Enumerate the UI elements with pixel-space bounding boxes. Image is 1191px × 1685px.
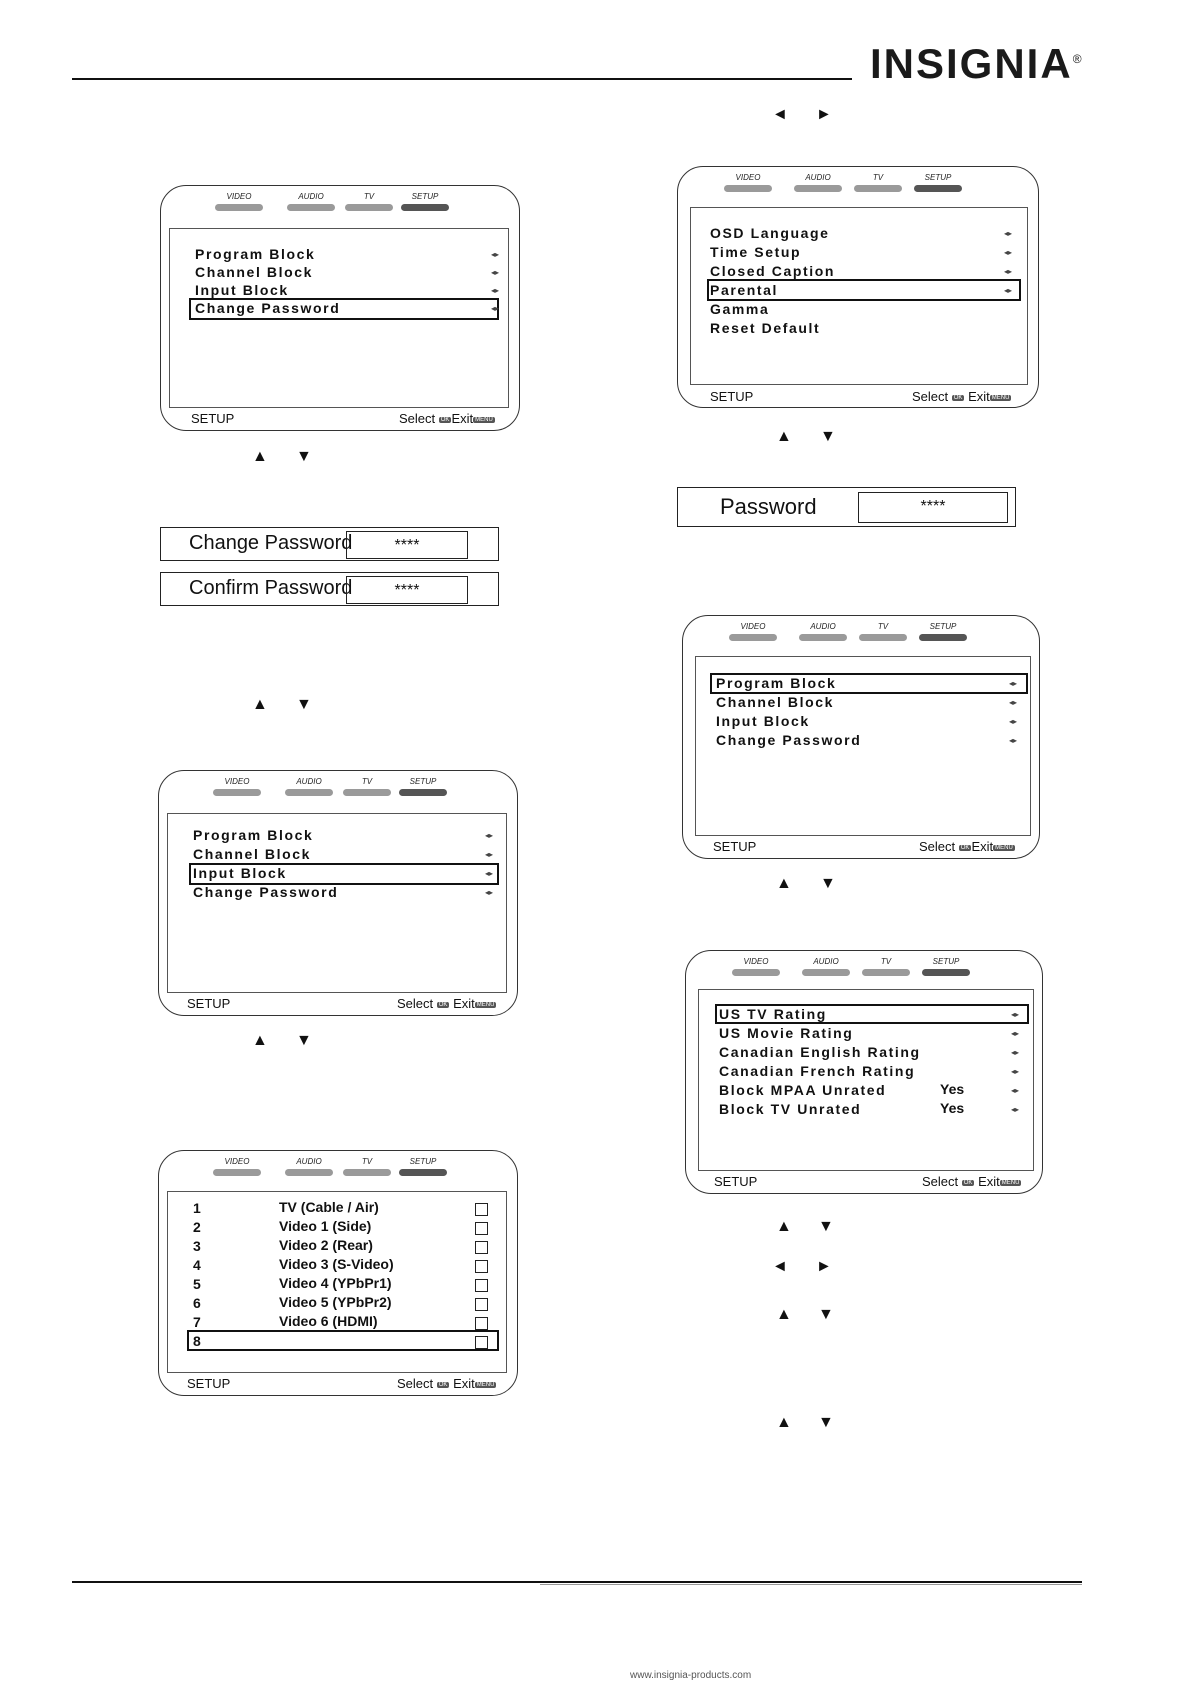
left-right-arrow-icon: ◂▸: [1011, 1086, 1020, 1095]
osd-screen-program-block: [682, 615, 1040, 859]
tab-video[interactable]: VIDEO: [718, 173, 778, 192]
left-right-arrow-icon: ◂▸: [1011, 1010, 1020, 1019]
up-arrow-icon: ▲: [776, 1218, 792, 1235]
down-arrow-icon: ▼: [820, 875, 836, 892]
up-arrow-icon: ▲: [252, 1032, 268, 1049]
input-number: 6: [193, 1295, 201, 1311]
selection-highlight: [189, 863, 499, 885]
osd-footer-hints: Select OK Exit MENU: [397, 1376, 495, 1391]
input-number: 3: [193, 1238, 201, 1254]
osd-tab-bar: [161, 192, 519, 222]
menu-item-change-password[interactable]: Change Password: [195, 300, 341, 316]
tab-video[interactable]: VIDEO: [209, 192, 269, 211]
footer-rule-secondary: [540, 1584, 1082, 1585]
osd-footer-hints: Select OK Exit MENU: [397, 996, 495, 1011]
mpaa-unrated-value: Yes: [940, 1081, 965, 1097]
menu-item-channel-block[interactable]: Channel Block: [716, 694, 835, 710]
block-checkbox[interactable]: [475, 1260, 488, 1273]
menu-item-reset-default[interactable]: Reset Default: [710, 320, 821, 336]
block-checkbox[interactable]: [475, 1317, 488, 1330]
confirm-password-label: Confirm Password: [189, 577, 353, 599]
menu-item-input-block[interactable]: Input Block: [193, 865, 287, 881]
left-right-arrow-icon: ◂▸: [1011, 1105, 1020, 1114]
menu-item-input-block[interactable]: Input Block: [195, 282, 289, 298]
left-right-arrow-icon: ◂▸: [491, 250, 500, 259]
up-arrow-icon: ▲: [776, 875, 792, 892]
block-checkbox[interactable]: [475, 1222, 488, 1235]
osd-tab-bar: [159, 777, 517, 807]
menu-item-closed-caption[interactable]: Closed Caption: [710, 263, 836, 279]
tab-tv[interactable]: TV: [337, 1157, 397, 1176]
input-source: TV (Cable / Air): [279, 1199, 379, 1215]
left-right-arrow-icon: ◂▸: [1011, 1048, 1020, 1057]
osd-footer-hints: Select OK Exit MENU: [919, 839, 1013, 854]
left-right-arrow-icon: ◂▸: [1011, 1067, 1020, 1076]
tab-tv[interactable]: TV: [339, 192, 399, 211]
down-arrow-icon: ▼: [296, 696, 312, 713]
osd-screen-rating: [685, 950, 1043, 1194]
tab-setup[interactable]: SETUP: [393, 777, 453, 796]
menu-item-osd-language[interactable]: OSD Language: [710, 225, 830, 241]
osd-footer-hints: Select OK Exit MENU: [399, 411, 493, 426]
input-source: Video 3 (S-Video): [279, 1256, 394, 1272]
down-arrow-icon: ▼: [818, 1218, 834, 1235]
osd-footer-hints: Select OK Exit MENU: [912, 389, 1010, 404]
menu-item-gamma[interactable]: Gamma: [710, 301, 770, 317]
selection-highlight: [189, 298, 499, 320]
left-right-arrow-icon: ◂▸: [1004, 286, 1013, 295]
left-right-arrow-icon: ◂▸: [1004, 248, 1013, 257]
block-checkbox[interactable]: [475, 1298, 488, 1311]
up-arrow-icon: ▲: [776, 428, 792, 445]
input-number: 1: [193, 1200, 201, 1216]
osd-screen-change-password: [160, 185, 520, 431]
left-right-arrow-icon: ◂▸: [1004, 267, 1013, 276]
menu-item-us-movie-rating[interactable]: US Movie Rating: [719, 1025, 854, 1041]
osd-tab-bar: [686, 957, 1042, 987]
input-source: Video 1 (Side): [279, 1218, 372, 1234]
menu-item-canadian-french-rating[interactable]: Canadian French Rating: [719, 1063, 916, 1079]
down-arrow-icon: ▼: [296, 448, 312, 465]
tv-unrated-value: Yes: [940, 1100, 965, 1116]
tab-audio[interactable]: AUDIO: [788, 173, 848, 192]
tab-video[interactable]: VIDEO: [726, 957, 786, 976]
menu-item-time-setup[interactable]: Time Setup: [710, 244, 802, 260]
menu-item-change-password[interactable]: Change Password: [716, 732, 862, 748]
tab-audio[interactable]: AUDIO: [279, 777, 339, 796]
tab-setup[interactable]: SETUP: [916, 957, 976, 976]
change-password-dialog: [160, 527, 499, 561]
osd-footer-setup: SETUP: [191, 411, 235, 426]
osd-tab-bar: [678, 173, 1038, 203]
down-arrow-icon: ▼: [820, 428, 836, 445]
tab-tv[interactable]: TV: [856, 957, 916, 976]
menu-item-canadian-english-rating[interactable]: Canadian English Rating: [719, 1044, 921, 1060]
tab-setup[interactable]: SETUP: [393, 1157, 453, 1176]
selection-highlight: [710, 673, 1028, 694]
change-password-field[interactable]: ****: [346, 531, 468, 559]
menu-item-parental[interactable]: Parental: [710, 282, 779, 298]
tab-setup[interactable]: SETUP: [913, 622, 973, 641]
left-right-arrow-icon: ◂▸: [1009, 698, 1018, 707]
selection-highlight: [715, 1004, 1029, 1024]
input-number: 4: [193, 1257, 201, 1273]
left-right-arrow-icon: ◂▸: [1009, 736, 1018, 745]
osd-screen-input-block: [158, 770, 518, 1016]
menu-item-channel-block[interactable]: Channel Block: [193, 846, 312, 862]
tab-video[interactable]: VIDEO: [207, 1157, 267, 1176]
input-source: Video 5 (YPbPr2): [279, 1294, 392, 1310]
password-label: Password: [720, 494, 817, 519]
tab-video[interactable]: VIDEO: [207, 777, 267, 796]
input-source: Video 2 (Rear): [279, 1237, 373, 1253]
confirm-password-dialog: [160, 572, 499, 606]
left-right-arrow-icon: ◂▸: [485, 869, 494, 878]
up-arrow-icon: ▲: [776, 1306, 792, 1323]
block-checkbox[interactable]: [475, 1241, 488, 1254]
tab-audio[interactable]: AUDIO: [796, 957, 856, 976]
down-arrow-icon: ▼: [296, 1032, 312, 1049]
left-right-arrow-icon: ◂▸: [485, 850, 494, 859]
tab-audio[interactable]: AUDIO: [793, 622, 853, 641]
left-right-arrow-icon: ◂▸: [485, 888, 494, 897]
down-arrow-icon: ▼: [818, 1414, 834, 1431]
menu-item-us-tv-rating[interactable]: US TV Rating: [719, 1006, 827, 1022]
header-rule: [72, 78, 852, 80]
selection-highlight: [187, 1330, 499, 1351]
password-field[interactable]: ****: [858, 492, 1008, 523]
menu-item-change-password[interactable]: Change Password: [193, 884, 339, 900]
osd-footer-setup: SETUP: [187, 1376, 231, 1391]
menu-item-program-block[interactable]: Program Block: [193, 827, 314, 843]
tab-setup[interactable]: SETUP: [908, 173, 968, 192]
left-right-arrow-icon: ◂▸: [1011, 1029, 1020, 1038]
selection-highlight: [707, 279, 1021, 301]
osd-footer-setup: SETUP: [714, 1174, 758, 1189]
footer-url: www.insignia-products.com: [630, 1670, 752, 1681]
osd-screen-setup: [677, 166, 1039, 408]
tab-tv[interactable]: TV: [337, 777, 397, 796]
osd-footer-setup: SETUP: [187, 996, 231, 1011]
right-arrow-icon: ►: [816, 1258, 832, 1275]
up-arrow-icon: ▲: [252, 448, 268, 465]
left-right-arrow-icon: ◂▸: [1004, 229, 1013, 238]
input-source: Video 6 (HDMI): [279, 1313, 378, 1329]
password-dialog: [677, 487, 1016, 527]
left-right-arrow-icon: ◂▸: [1009, 679, 1018, 688]
change-password-label: Change Password: [189, 532, 353, 554]
up-arrow-icon: ▲: [776, 1414, 792, 1431]
block-checkbox[interactable]: [475, 1279, 488, 1292]
input-number: 7: [193, 1314, 201, 1330]
right-arrow-icon: ►: [816, 106, 832, 123]
insignia-logo: INSIGNIA®: [870, 40, 1084, 87]
left-arrow-icon: ◄: [772, 106, 788, 123]
left-right-arrow-icon: ◂▸: [1009, 717, 1018, 726]
osd-screen-input-list: [158, 1150, 518, 1396]
input-number: 8: [193, 1333, 201, 1349]
footer-rule: [72, 1581, 1082, 1583]
input-number: 2: [193, 1219, 201, 1235]
menu-item-program-block[interactable]: Program Block: [195, 246, 316, 262]
tab-tv[interactable]: TV: [853, 622, 913, 641]
tab-setup[interactable]: SETUP: [395, 192, 455, 211]
block-checkbox[interactable]: [475, 1203, 488, 1216]
menu-item-program-block[interactable]: Program Block: [716, 675, 837, 691]
menu-item-channel-block[interactable]: Channel Block: [195, 264, 314, 280]
left-arrow-icon: ◄: [772, 1258, 788, 1275]
input-source: Video 4 (YPbPr1): [279, 1275, 392, 1291]
down-arrow-icon: ▼: [818, 1306, 834, 1323]
osd-footer-hints: Select OK Exit MENU: [922, 1174, 1020, 1189]
menu-item-block-tv-unrated[interactable]: Block TV Unrated: [719, 1101, 862, 1117]
osd-footer-setup: SETUP: [710, 389, 754, 404]
osd-footer-setup: SETUP: [713, 839, 757, 854]
confirm-password-field[interactable]: ****: [346, 576, 468, 604]
left-right-arrow-icon: ◂▸: [491, 286, 500, 295]
left-right-arrow-icon: ◂▸: [491, 304, 500, 313]
osd-tab-bar: [683, 622, 1039, 652]
input-number: 5: [193, 1276, 201, 1292]
up-arrow-icon: ▲: [252, 696, 268, 713]
menu-item-block-mpaa-unrated[interactable]: Block MPAA Unrated: [719, 1082, 887, 1098]
tab-audio[interactable]: AUDIO: [281, 192, 341, 211]
left-right-arrow-icon: ◂▸: [485, 831, 494, 840]
tab-tv[interactable]: TV: [848, 173, 908, 192]
osd-tab-bar: [159, 1157, 517, 1187]
left-right-arrow-icon: ◂▸: [491, 268, 500, 277]
tab-audio[interactable]: AUDIO: [279, 1157, 339, 1176]
menu-item-input-block[interactable]: Input Block: [716, 713, 810, 729]
tab-video[interactable]: VIDEO: [723, 622, 783, 641]
